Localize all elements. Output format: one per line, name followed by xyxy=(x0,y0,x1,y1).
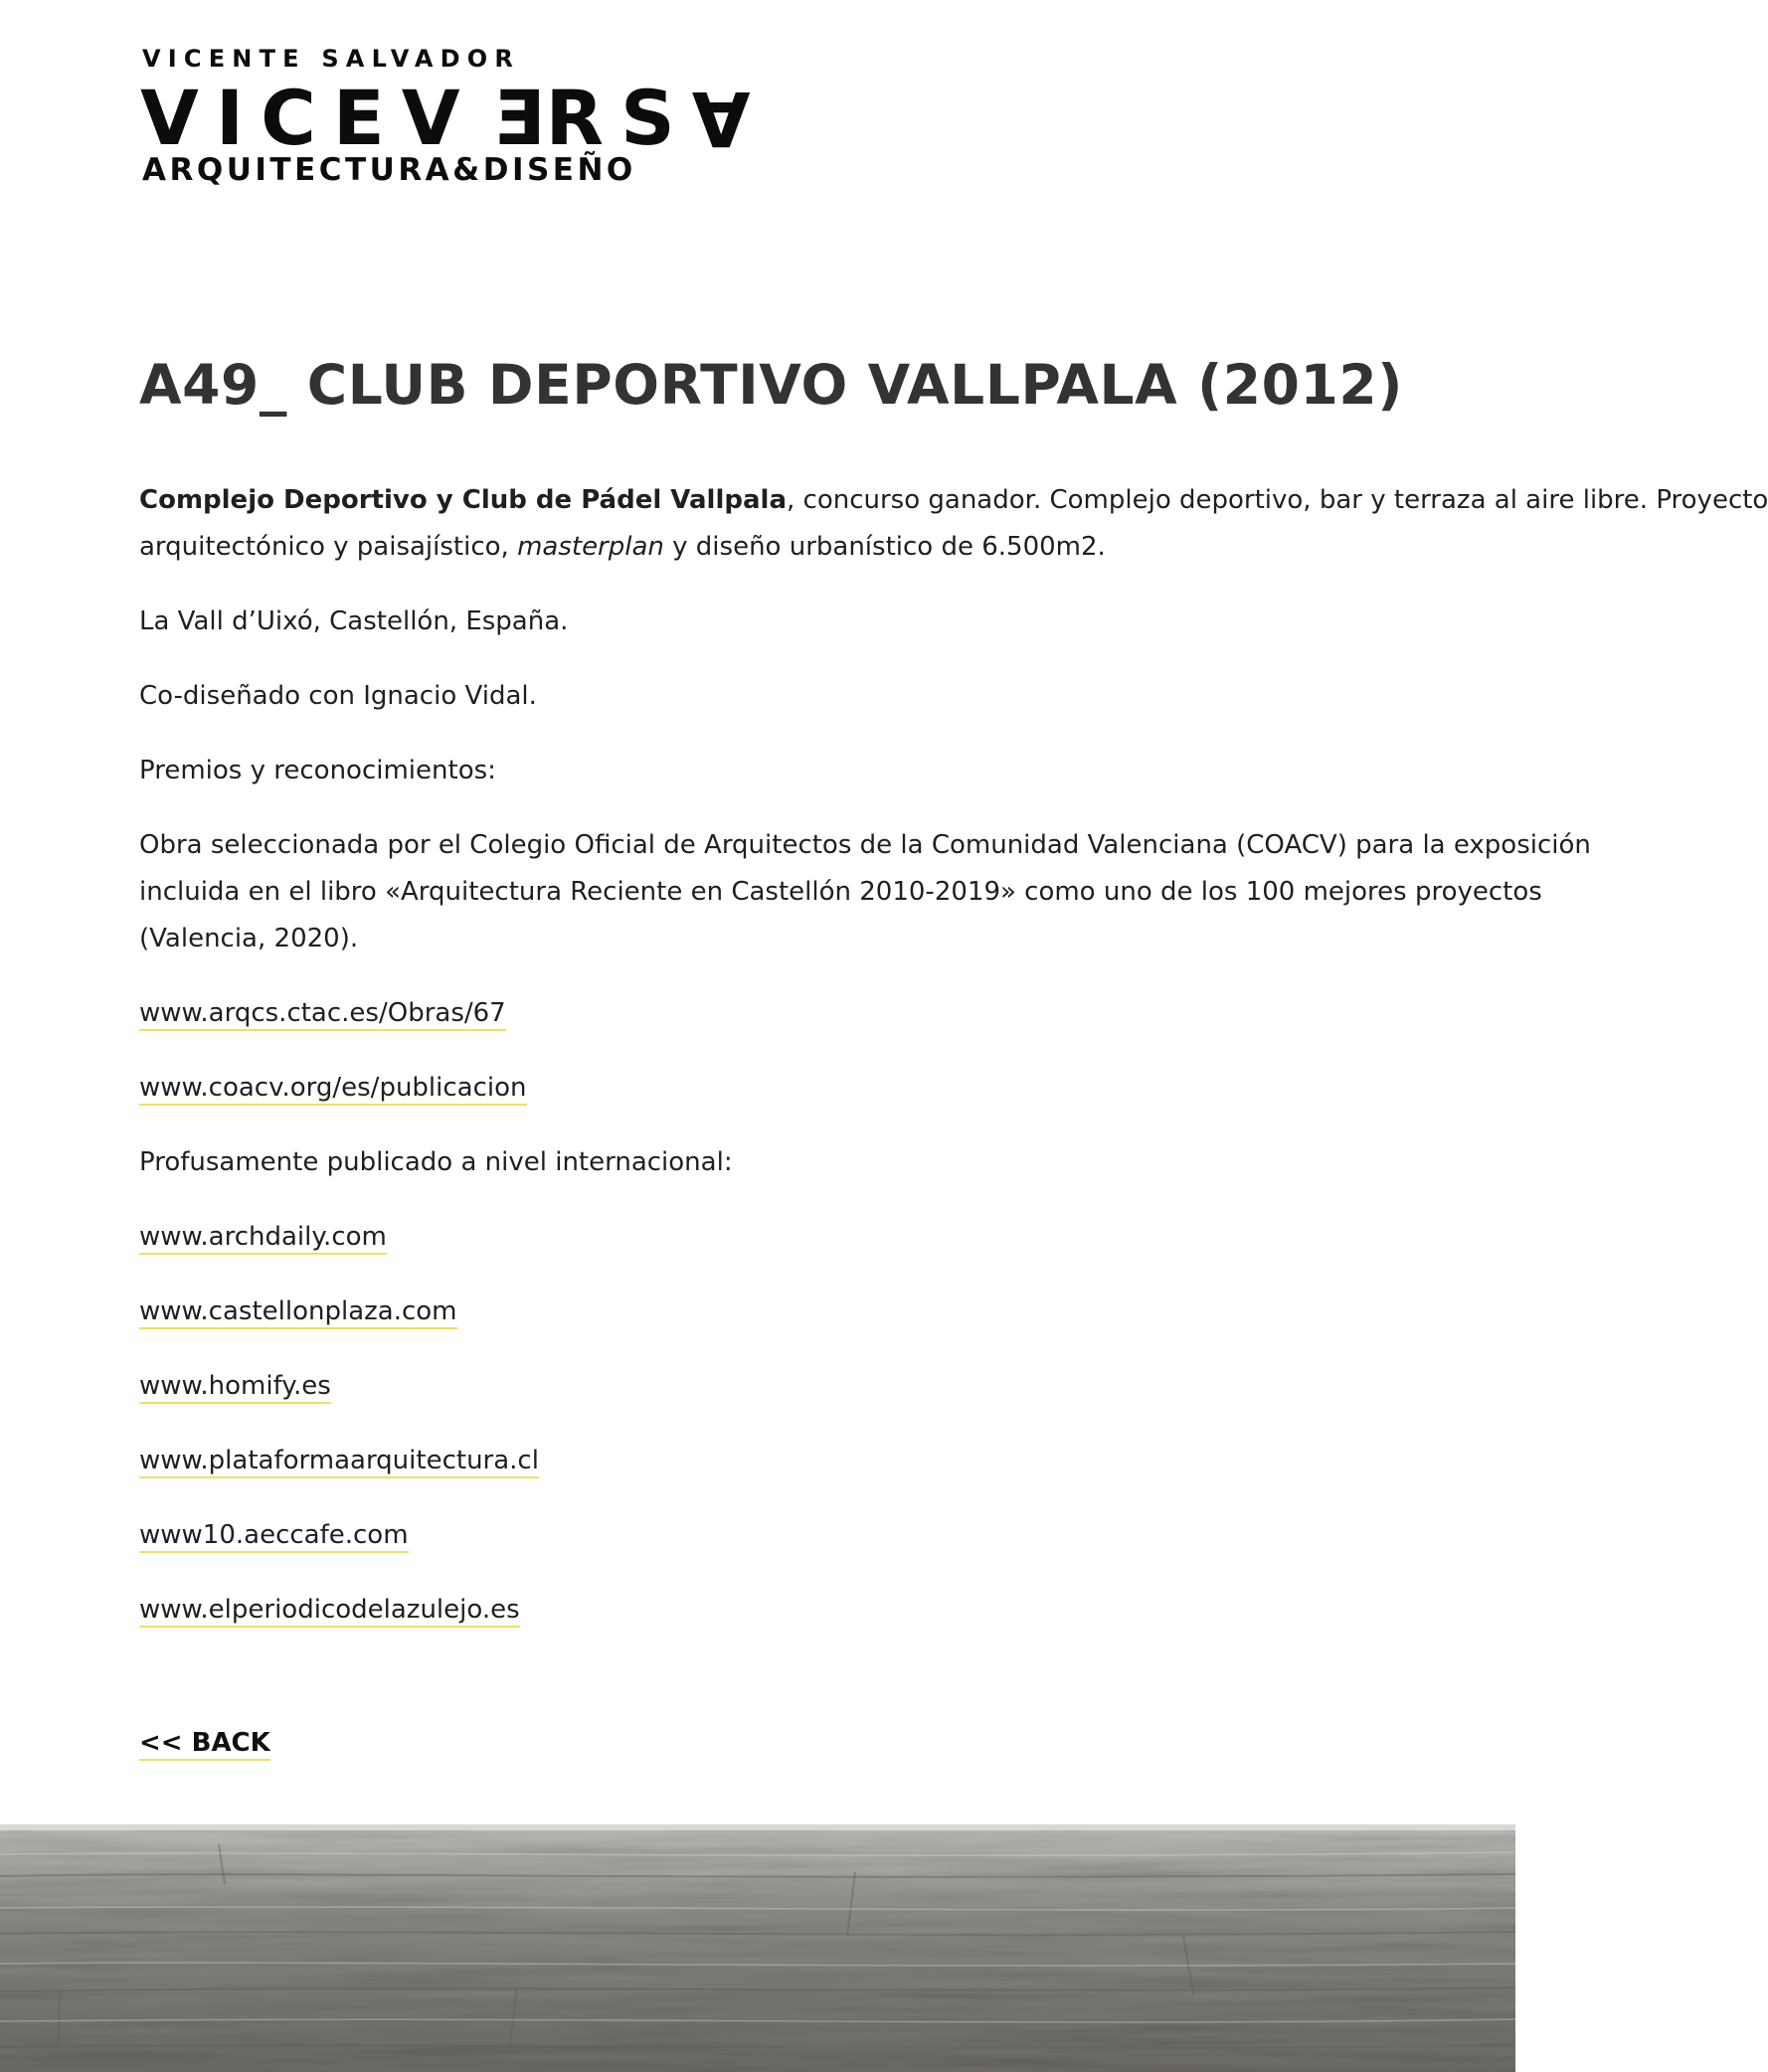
awards-line2: incluida en el libro «Arquitectura Reciente en Castellón 2010-2019» como uno de los 100 mejores proyectos xyxy=(139,877,1542,907)
published-heading: Profusamente publicado a nivel internacional: xyxy=(139,1147,733,1177)
press-link-item xyxy=(139,1214,1515,1261)
intro-bold: Complejo Deportivo y Club de Pádel Vallpala xyxy=(139,485,787,515)
link-aeccafe[interactable]: www10.aeccafe.com xyxy=(139,1520,409,1553)
link-archdaily[interactable]: www.archdaily.com xyxy=(139,1222,387,1255)
logo-wordmark-part1: VICEV xyxy=(140,74,477,162)
logo-line-vicente-salvador: VICENTE SALVADOR xyxy=(142,45,521,73)
location-text: La Vall d’Uixó, Castellón, España. xyxy=(139,606,569,636)
concrete-texture-image xyxy=(0,1824,1515,2072)
intro-line2-b: y diseño urbanístico de 6.500m2. xyxy=(663,532,1106,562)
back-link[interactable]: << BACK xyxy=(139,1728,270,1761)
link-plataformaarquitectura[interactable]: www.plataformaarquitectura.cl xyxy=(139,1446,539,1478)
awards-line1: Obra seleccionada por el Colegio Oficial de Arquitectos de la Comunidad Valenciana (COACV) para la exposición xyxy=(139,830,1591,860)
link-homify[interactable]: www.homify.es xyxy=(139,1371,331,1404)
intro-italic-masterplan: masterplan xyxy=(517,532,664,562)
project-description xyxy=(139,477,1768,1661)
award-link-item xyxy=(139,990,1515,1037)
intro-line2-a: arquitectónico y paisajístico, xyxy=(139,532,518,562)
link-castellonplaza[interactable]: www.castellonplaza.com xyxy=(139,1296,457,1329)
press-link-item xyxy=(139,1363,1515,1410)
link-arqcs[interactable]: www.arqcs.ctac.es/Obras/67 xyxy=(139,998,506,1031)
codesign-text: Co-diseñado con Ignacio Vidal. xyxy=(139,681,537,711)
press-link-item xyxy=(139,1438,1515,1484)
logo-wordmark-part2: RS xyxy=(545,74,692,162)
press-link-item xyxy=(139,1512,1515,1559)
intro-paragraph xyxy=(139,477,1768,571)
site-logo[interactable] xyxy=(140,44,768,188)
press-link-item xyxy=(139,1289,1515,1335)
link-elperiodicodelazulejo[interactable]: www.elperiodicodelazulejo.es xyxy=(139,1595,520,1628)
logo-wordmark xyxy=(140,74,768,163)
awards-paragraph xyxy=(139,822,1631,962)
link-coacv[interactable]: www.coacv.org/es/publicacion xyxy=(139,1073,527,1106)
logo-line-arquitectura: ARQUITECTURA&DISEÑO xyxy=(142,152,636,188)
award-link-item xyxy=(139,1065,1515,1112)
logo-wordmark-flipped-e: E xyxy=(476,74,546,162)
logo-wordmark-inverted-a: A xyxy=(691,75,768,163)
page-title: A49_ CLUB DEPORTIVO VALLPALA (2012) xyxy=(139,353,1404,417)
concrete-texture-svg xyxy=(0,1824,1515,2072)
intro-rest-line1: , concurso ganador. Complejo deportivo, bar y terraza al aire libre. Proyecto xyxy=(787,485,1768,515)
awards-line3: (Valencia, 2020). xyxy=(139,924,359,953)
press-link-item xyxy=(139,1587,1515,1634)
awards-heading: Premios y reconocimientos: xyxy=(139,756,496,785)
